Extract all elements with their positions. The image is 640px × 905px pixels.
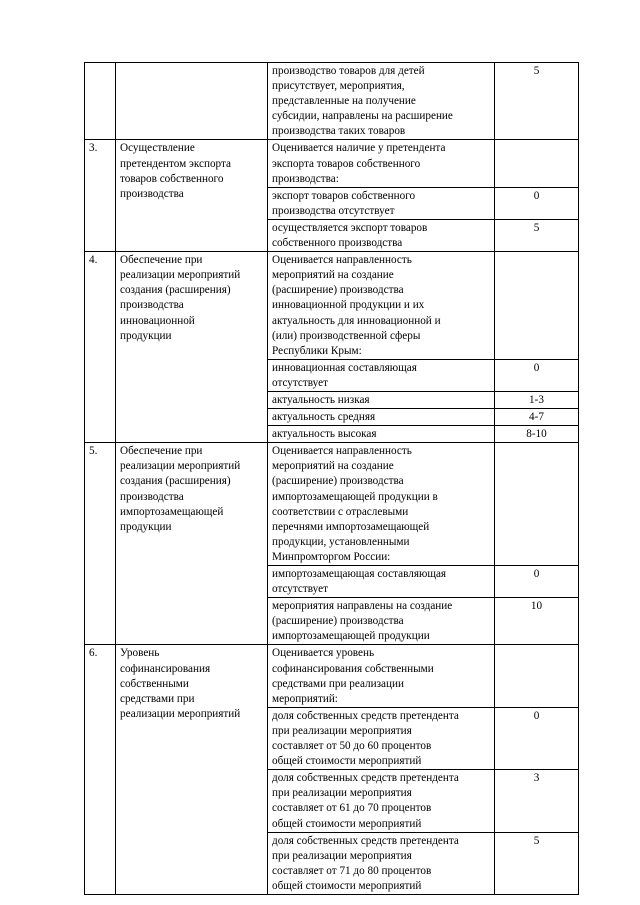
criterion-name-line: собственными	[120, 677, 189, 690]
evaluation-description-line: производства отсутствует	[272, 204, 395, 217]
evaluation-description-line: Республики Крым:	[272, 344, 362, 357]
score-value: 10	[495, 598, 579, 645]
criterion-name	[116, 140, 268, 252]
score-value: 3	[495, 770, 579, 832]
criterion-name	[116, 63, 268, 140]
criterion-name-line: производства	[120, 187, 184, 200]
evaluation-description-line: представленные на получение	[272, 95, 416, 108]
evaluation-description-line: Оценивается уровень	[272, 647, 375, 660]
evaluation-description	[268, 566, 495, 598]
evaluation-description	[268, 770, 495, 832]
score-value	[495, 140, 579, 187]
criterion-number: 4.	[85, 252, 116, 443]
evaluation-description-line: составляет от 61 до 70 процентов	[272, 802, 432, 815]
evaluation-description-line: Оценивается наличие у претендента	[272, 142, 446, 155]
evaluation-description-line: при реализации мероприятия	[272, 787, 412, 800]
evaluation-description-line: доля собственных средств претендента	[272, 709, 459, 722]
evaluation-description-line: общей стоимости мероприятий	[272, 817, 422, 830]
evaluation-description-line: продукции, установленными	[272, 535, 410, 548]
table-row	[85, 252, 579, 360]
evaluation-description-line: осуществляется экспорт товаров	[272, 221, 428, 234]
score-value: 0	[495, 187, 579, 219]
evaluation-description-line: собственного производства	[272, 237, 403, 250]
evaluation-description-line: (расширение) производства	[272, 284, 404, 297]
score-value: 0	[495, 359, 579, 391]
evaluation-description	[268, 409, 495, 426]
evaluation-description-line: инновационной продукции и их	[272, 299, 425, 312]
evaluation-description-line: Минпромторгом России:	[272, 550, 391, 563]
score-value: 4-7	[495, 409, 579, 426]
criterion-name-line: средствами при	[120, 692, 195, 705]
score-value: 0	[495, 566, 579, 598]
evaluation-description-line: средствами при реализации	[272, 677, 404, 690]
evaluation-description-line: составляет от 50 до 60 процентов	[272, 740, 432, 753]
evaluation-description-line: (расширение) производства	[272, 615, 404, 628]
evaluation-description-line: актуальность для инновационной и	[272, 314, 441, 327]
criterion-name-line: инновационной	[120, 314, 195, 327]
evaluation-description-line: производства таких товаров	[272, 125, 406, 138]
criterion-name-line: реализации мероприятий	[120, 707, 241, 720]
table-row	[85, 140, 579, 187]
evaluation-description-line: общей стоимости мероприятий	[272, 879, 422, 892]
evaluation-description-line: производства:	[272, 172, 339, 185]
evaluation-description-line: экспорта товаров собственного	[272, 157, 421, 170]
evaluation-description-line: актуальность высокая	[272, 428, 377, 441]
evaluation-description-line: присутствует, мероприятия,	[272, 80, 405, 93]
score-value: 5	[495, 832, 579, 894]
evaluation-description-line: (расширение) производства	[272, 475, 404, 488]
table-row	[85, 63, 579, 140]
evaluation-description-line: актуальность низкая	[272, 393, 370, 406]
evaluation-description	[268, 707, 495, 769]
criterion-name-line: реализации мероприятий	[120, 460, 241, 473]
evaluation-description	[268, 645, 495, 707]
evaluation-description	[268, 63, 495, 140]
criterion-name-line: софинансирования	[120, 662, 211, 675]
evaluation-description-line: (или) производственной сферы	[272, 329, 421, 342]
score-value	[495, 252, 579, 360]
criteria-table-body	[85, 63, 579, 895]
criterion-name-line: Осуществление	[120, 142, 195, 155]
evaluation-description-line: субсидии, направлены на расширение	[272, 110, 453, 123]
evaluation-description	[268, 832, 495, 894]
evaluation-description	[268, 426, 495, 443]
criterion-name-line: претендентом экспорта	[120, 157, 231, 170]
criterion-number: 6.	[85, 645, 116, 895]
criterion-name-line: Обеспечение при	[120, 445, 203, 458]
table-row	[85, 443, 579, 566]
score-value: 5	[495, 63, 579, 140]
evaluation-description-line: Оценивается направленность	[272, 445, 412, 458]
criterion-number: 5.	[85, 443, 116, 645]
evaluation-description-line: составляет от 71 до 80 процентов	[272, 864, 432, 877]
evaluation-description-line: общей стоимости мероприятий	[272, 755, 422, 768]
score-value: 8-10	[495, 426, 579, 443]
criterion-name	[116, 443, 268, 645]
evaluation-description	[268, 443, 495, 566]
evaluation-description-line: отсутствует	[272, 376, 328, 389]
criterion-name-line: производства	[120, 490, 184, 503]
evaluation-description-line: софинансирования собственными	[272, 662, 434, 675]
evaluation-description-line: при реализации мероприятия	[272, 724, 412, 737]
evaluation-description	[268, 140, 495, 187]
criterion-name-line: создания (расширения)	[120, 284, 231, 297]
criterion-name-line: товаров собственного	[120, 172, 224, 185]
evaluation-description-line: доля собственных средств претендента	[272, 772, 459, 785]
evaluation-description-line: импортозамещающей продукции в	[272, 490, 438, 503]
evaluation-description-line: отсутствует	[272, 583, 328, 596]
criterion-name-line: импортозамещающей	[120, 505, 224, 518]
evaluation-description	[268, 187, 495, 219]
criterion-name-line: создания (расширения)	[120, 475, 231, 488]
criterion-name	[116, 252, 268, 443]
evaluation-description	[268, 391, 495, 408]
evaluation-description-line: мероприятия направлены на создание	[272, 600, 453, 613]
evaluation-description-line: актуальность средняя	[272, 411, 376, 424]
evaluation-description-line: соответствии с отраслевыми	[272, 505, 409, 518]
evaluation-description	[268, 598, 495, 645]
evaluation-description-line: Оценивается направленность	[272, 254, 412, 267]
criterion-name-line: Уровень	[120, 647, 160, 660]
score-value	[495, 443, 579, 566]
score-value: 5	[495, 219, 579, 251]
criterion-number: 3.	[85, 140, 116, 252]
evaluation-description-line: мероприятий:	[272, 692, 338, 705]
evaluation-description	[268, 219, 495, 251]
evaluation-description-line: экспорт товаров собственного	[272, 189, 416, 202]
evaluation-description-line: при реализации мероприятия	[272, 849, 412, 862]
evaluation-description-line: производство товаров для детей	[272, 65, 425, 77]
evaluation-description-line: импортозамещающая составляющая	[272, 568, 447, 580]
criterion-name-line: производства	[120, 299, 184, 312]
evaluation-description	[268, 252, 495, 360]
score-value: 1-3	[495, 391, 579, 408]
score-value: 0	[495, 707, 579, 769]
criterion-name-line: продукции	[120, 329, 172, 342]
evaluation-description-line: мероприятий на создание	[272, 460, 394, 473]
evaluation-description-line: инновационная составляющая	[272, 361, 417, 374]
evaluation-description	[268, 359, 495, 391]
criterion-name-line: продукции	[120, 520, 172, 533]
criterion-name	[116, 645, 268, 895]
table-row	[85, 645, 579, 707]
score-value	[495, 645, 579, 707]
criterion-name-line: Обеспечение при	[120, 254, 203, 267]
criterion-number	[85, 63, 116, 140]
evaluation-description-line: мероприятий на создание	[272, 269, 394, 282]
evaluation-description-line: перечнями импортозамещающей	[272, 520, 430, 533]
evaluation-description-line: импортозамещающей продукции	[272, 630, 430, 643]
criterion-name-line: реализации мероприятий	[120, 269, 241, 282]
criteria-table	[84, 62, 579, 895]
evaluation-description-line: доля собственных средств претендента	[272, 834, 459, 847]
